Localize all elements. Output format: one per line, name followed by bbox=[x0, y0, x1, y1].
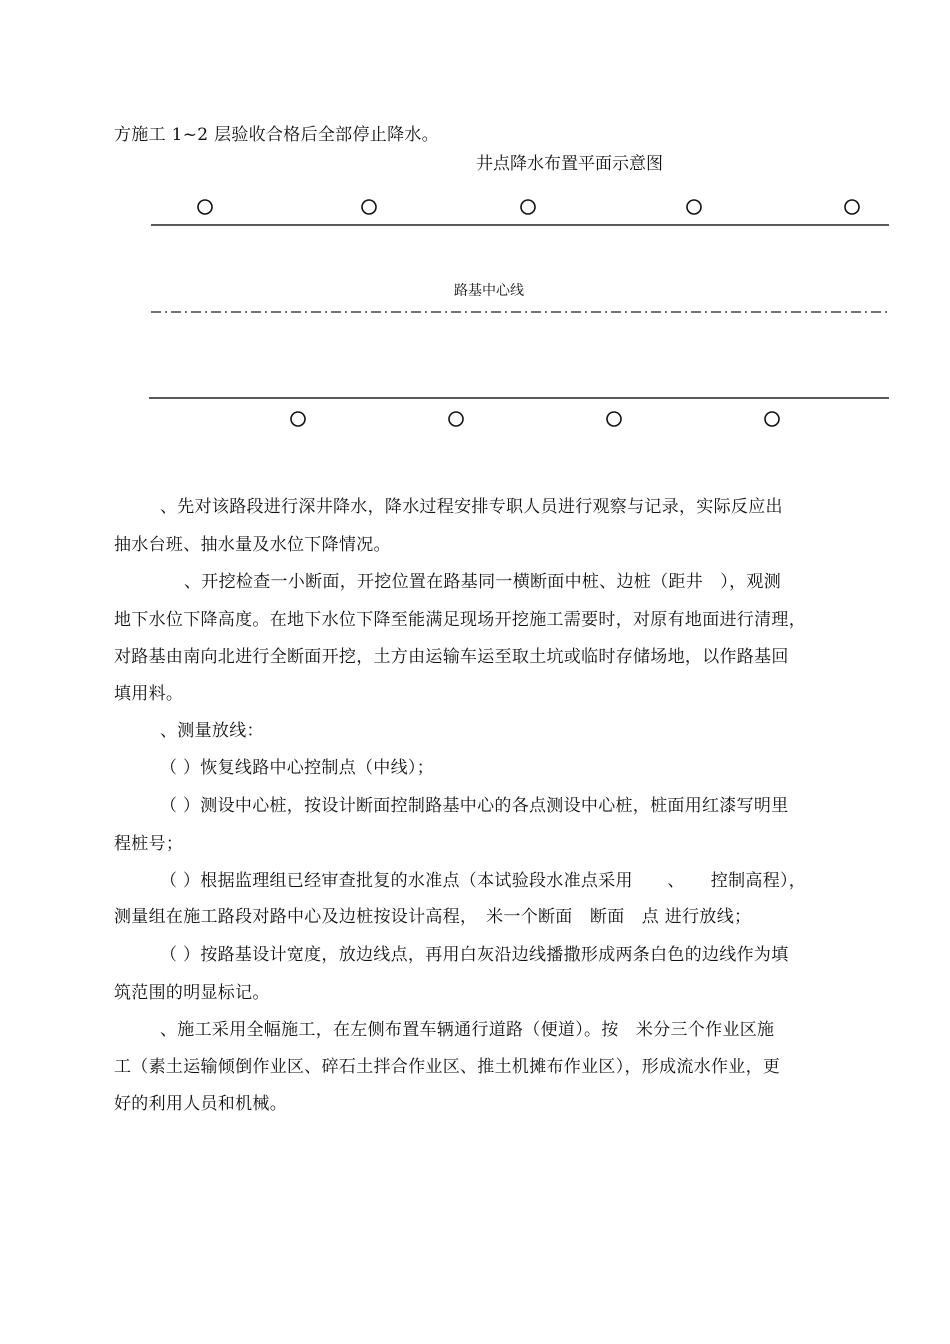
paragraph-2-line-4: 填用料。 bbox=[114, 684, 184, 704]
paragraph-3-item-1: （ ）恢复线路中心控制点（中线）； bbox=[160, 758, 435, 778]
paragraph-3-item-2-line-2: 程桩号； bbox=[114, 834, 184, 854]
paragraph-3-item-3-line-2: 测量组在施工路段对路中心及边桩按设计高程， 米一个断面 断面 点 进行放线； bbox=[114, 907, 752, 927]
diagram-title: 井点降水布置平面示意图 bbox=[476, 154, 663, 174]
well-marker bbox=[845, 200, 859, 214]
well-layout-diagram bbox=[0, 0, 950, 450]
paragraph-3-item-4-line-1: （ ）按路基设计宽度，放边线点，再用白灰沿边线播撒形成两条白色的边线作为填 bbox=[160, 945, 789, 965]
paragraph-4-line-3: 好的利用人员和机械。 bbox=[114, 1094, 287, 1114]
intro-line: 方施工 1~2 层验收合格后全部停止降水。 bbox=[114, 125, 439, 145]
well-marker bbox=[198, 200, 212, 214]
paragraph-1-line-1: 、先对该路段进行深井降水，降水过程安排专职人员进行观察与记录，实际反应出 bbox=[160, 497, 783, 517]
well-marker bbox=[449, 412, 463, 426]
paragraph-3-heading: 、测量放线： bbox=[160, 721, 264, 741]
well-marker bbox=[362, 200, 376, 214]
paragraph-3-item-2-line-1: （ ）测设中心桩，按设计断面控制路基中心的各点测设中心桩，桩面用红漆写明里 bbox=[160, 796, 789, 816]
paragraph-4-line-1: 、施工采用全幅施工，在左侧布置车辆通行道路（便道）。按 米分三个作业区施 bbox=[160, 1020, 775, 1040]
well-marker bbox=[521, 200, 535, 214]
paragraph-2-line-3: 对路基由南向北进行全断面开挖，土方由运输车运至取土坑或临时存储场地，以作路基回 bbox=[114, 647, 789, 667]
well-marker bbox=[607, 412, 621, 426]
well-marker bbox=[291, 412, 305, 426]
centerline-label: 路基中心线 bbox=[454, 283, 524, 299]
paragraph-2-line-1: 、开挖检查一小断面，开挖位置在路基同一横断面中桩、边桩（距井 ），观测 bbox=[184, 572, 781, 592]
well-marker bbox=[765, 412, 779, 426]
paragraph-3-item-3-line-1: （ ）根据监理组已经审查批复的水准点（本试验段水准点采用 、 控制高程）， bbox=[160, 871, 807, 891]
paragraph-2-line-2: 地下水位下降高度。在地下水位下降至能满足现场开挖施工需要时，对原有地面进行清理， bbox=[114, 610, 806, 630]
paragraph-3-item-4-line-2: 筑范围的明显标记。 bbox=[114, 983, 270, 1003]
paragraph-1-line-2: 抽水台班、抽水量及水位下降情况。 bbox=[114, 535, 391, 555]
paragraph-4-line-2: 工（素土运输倾倒作业区、碎石土拌合作业区、推土机摊布作业区），形成流水作业，更 bbox=[114, 1057, 781, 1077]
well-marker bbox=[687, 200, 701, 214]
